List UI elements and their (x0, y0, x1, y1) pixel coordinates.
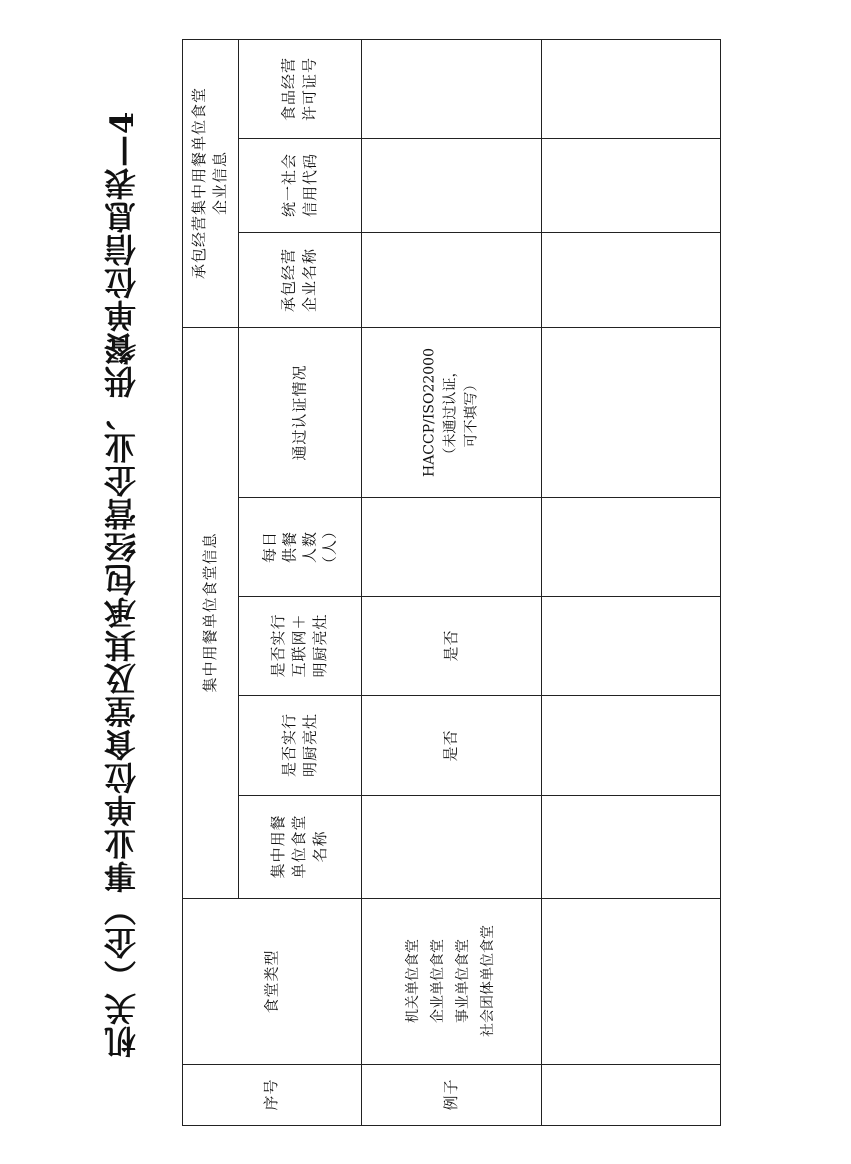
header-certification (238, 327, 361, 497)
header-seq (182, 1064, 361, 1125)
header-canteen-type-label: 食堂类型 (262, 949, 280, 1014)
header-daily-meals (238, 497, 361, 596)
header-contractor-name (238, 232, 361, 327)
header-canteen-type (182, 898, 361, 1064)
blank-internet-kitchen[interactable] (541, 596, 720, 695)
blank-bright-kitchen[interactable] (541, 695, 720, 795)
header-bright-kitchen (238, 695, 361, 795)
group-canteen-info (182, 327, 238, 898)
example-contractor-name (361, 232, 541, 327)
header-credit-code (238, 138, 361, 232)
example-internet-kitchen-value: 是否 (441, 629, 460, 662)
example-credit-code (361, 138, 541, 232)
page-title: 机关（企）事业单位食堂及其承包经营企业、供餐单位信息表—4 (103, 110, 141, 1058)
example-bright-kitchen-value: 是否 (441, 729, 460, 762)
header-canteen-name (238, 795, 361, 898)
table-border-right (720, 39, 721, 1126)
blank-certification[interactable] (541, 327, 720, 497)
header-seq-label: 序号 (262, 1078, 280, 1111)
example-internet-kitchen (361, 596, 541, 695)
header-internet-kitchen-label: 是否实行 互联网＋ 明厨亮灶 (269, 613, 329, 678)
blank-credit-code[interactable] (541, 138, 720, 232)
example-daily-meals (361, 497, 541, 596)
header-contractor-name-label: 承包经营 企业名称 (279, 247, 319, 312)
group-canteen-info-label: 集中用餐单位食堂信息 (200, 532, 219, 693)
blank-contractor-name[interactable] (541, 232, 720, 327)
header-daily-meals-label: 每日 供餐 人数 （人） (260, 522, 339, 571)
example-canteen-type (361, 898, 541, 1064)
blank-license-no[interactable] (541, 39, 720, 138)
header-internet-kitchen (238, 596, 361, 695)
example-license-no (361, 39, 541, 138)
example-certification (361, 327, 541, 497)
group-contractor-info (182, 39, 238, 327)
example-bright-kitchen (361, 695, 541, 795)
table-border-bottom (182, 1125, 721, 1126)
example-seq (361, 1064, 541, 1125)
header-certification-label: 通过认证情况 (290, 364, 308, 461)
group-contractor-info-label: 承包经营集中用餐单位食堂 企业信息 (190, 87, 229, 280)
example-canteen-name (361, 795, 541, 898)
header-bright-kitchen-label: 是否实行 明厨亮灶 (279, 713, 319, 778)
blank-seq[interactable] (541, 1064, 720, 1125)
header-license-no-label: 食品经营 许可证号 (279, 56, 319, 121)
example-seq-value: 例子 (441, 1078, 460, 1111)
blank-canteen-type[interactable] (541, 898, 720, 1064)
header-license-no (238, 39, 361, 138)
example-certification-value: HACCP/ISO22000 （未通过认证， 可不填写） (421, 347, 480, 477)
header-credit-code-label: 统一社会 信用代码 (279, 153, 319, 218)
blank-daily-meals[interactable] (541, 497, 720, 596)
blank-canteen-name[interactable] (541, 795, 720, 898)
example-canteen-type-value: 机关单位食堂 企业单位食堂 事业单位食堂 社会团体单位食堂 (405, 925, 496, 1037)
header-canteen-name-label: 集中用餐 单位食堂 名称 (269, 814, 329, 879)
